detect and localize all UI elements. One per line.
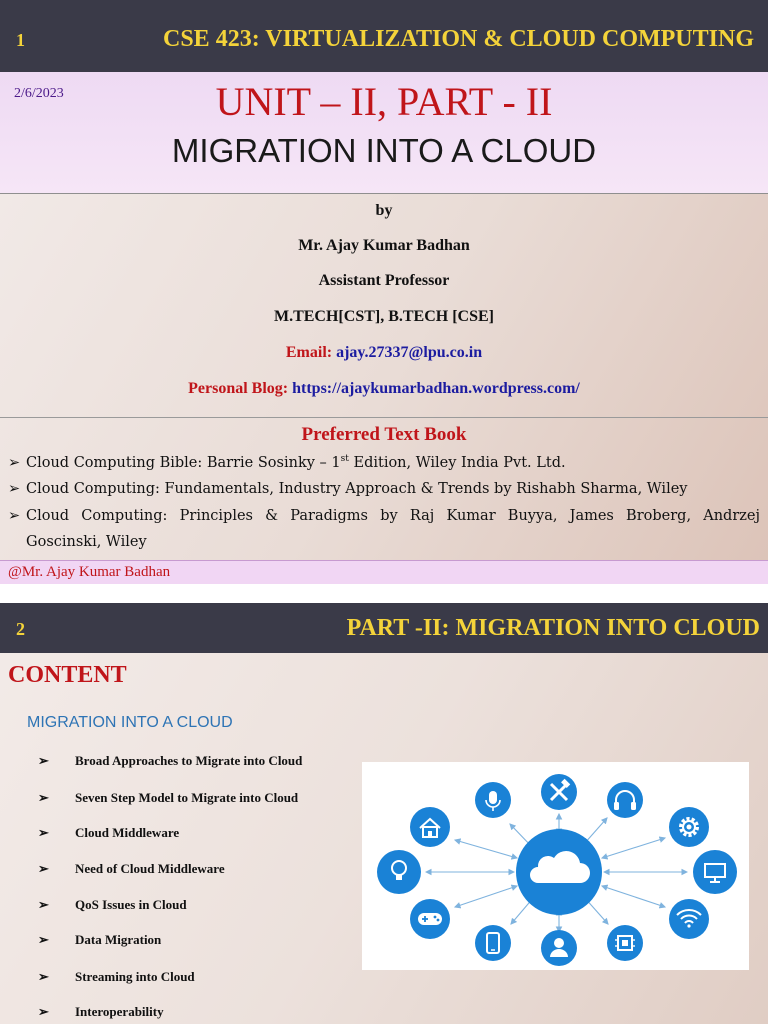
arrow-bullet-icon: ➢ — [38, 825, 49, 840]
cloud-icon — [516, 829, 602, 915]
arrow-bullet-icon: ➢ — [38, 1004, 49, 1019]
gear-icon — [669, 807, 709, 847]
preferred-text-book-heading: Preferred Text Book — [301, 424, 467, 445]
microphone-icon — [475, 782, 511, 818]
slide-footer — [0, 560, 768, 584]
arrow-bullet-icon: ➢ — [38, 932, 49, 947]
arrow-bullet-icon: ➢ — [8, 454, 21, 471]
topic-item: ➢ Data Migration — [38, 932, 162, 947]
footer-credit: @Mr. Ajay Kumar Badhan — [8, 564, 171, 580]
author-block — [0, 194, 768, 418]
arrow-bullet-icon: ➢ — [8, 481, 21, 497]
chip-icon — [607, 925, 643, 961]
book-item-1: ➢ Cloud Computing Bible: Barrie Sosinky – 1st Edition, Wiley India Pvt. Ltd. — [8, 454, 566, 471]
author-name: Mr. Ajay Kumar Badhan — [298, 237, 470, 254]
book-item-3-cont: Goscinski, Wiley — [26, 534, 147, 550]
home-icon — [410, 807, 450, 847]
blog-link[interactable]: https://ajaykumarbadhan.wordpress.com/ — [292, 380, 580, 397]
arrow-bullet-icon: ➢ — [38, 790, 49, 805]
monitor-icon — [693, 850, 737, 894]
blog-label: Personal Blog: — [188, 380, 289, 397]
tools-icon — [541, 774, 577, 810]
arrow-bullet-icon: ➢ — [8, 508, 21, 524]
author-qualification: M.TECH[CST], B.TECH [CSE] — [273, 308, 495, 325]
book-item-3: ➢ Cloud Computing: Principles & Paradigms by Raj Kumar Buyya, James Broberg, Andrzej — [8, 508, 760, 524]
slide-2 — [0, 603, 768, 1024]
topic-item: ➢ Cloud Middleware — [38, 825, 180, 840]
slide-header — [0, 0, 768, 72]
book-item-2: ➢ Cloud Computing: Fundamentals, Industry Approach & Trends by Rishabh Sharma, Wiley — [8, 481, 688, 497]
topic-title: MIGRATION INTO A CLOUD — [171, 132, 597, 169]
email-label: Email: — [285, 344, 333, 361]
gamepad-icon — [410, 899, 450, 939]
slide-date: 2/6/2023 — [14, 86, 64, 101]
course-title: CSE 423: VIRTUALIZATION & CLOUD COMPUTING — [163, 26, 754, 52]
arrow-bullet-icon: ➢ — [38, 897, 49, 912]
topic-item: ➢ Seven Step Model to Migrate into Cloud — [38, 790, 299, 805]
topic-item: ➢ QoS Issues in Cloud — [38, 897, 187, 912]
email-link[interactable]: ajay.27337@lpu.co.in — [336, 344, 483, 361]
slide-header — [0, 603, 768, 653]
author-designation: Assistant Professor — [318, 272, 450, 289]
phone-icon — [475, 925, 511, 961]
topic-item: ➢ Streaming into Cloud — [38, 969, 195, 984]
arrow-bullet-icon: ➢ — [38, 969, 49, 984]
blog-line — [0, 380, 768, 398]
part-title: PART -II: MIGRATION INTO CLOUD — [346, 615, 760, 641]
lightbulb-icon — [377, 850, 421, 894]
topic-item: ➢ Broad Approaches to Migrate into Cloud — [38, 753, 303, 768]
arrow-bullet-icon: ➢ — [38, 753, 49, 768]
cloud-network-diagram — [362, 762, 749, 970]
headphones-icon — [607, 782, 643, 818]
email-line — [0, 344, 768, 362]
slide-number: 1 — [16, 30, 25, 50]
content-heading: CONTENT — [8, 662, 127, 688]
by-label: by — [375, 202, 393, 219]
slide-number: 2 — [16, 619, 25, 639]
arrow-bullet-icon: ➢ — [38, 861, 49, 876]
unit-title: UNIT – II, PART - II — [215, 79, 553, 124]
topic-item: ➢ Interoperability — [38, 1004, 164, 1019]
user-icon — [541, 930, 577, 966]
topic-item: ➢ Need of Cloud Middleware — [38, 861, 225, 876]
wifi-icon — [669, 899, 709, 939]
content-subheading: MIGRATION INTO A CLOUD — [27, 714, 233, 731]
title-band — [0, 72, 768, 194]
